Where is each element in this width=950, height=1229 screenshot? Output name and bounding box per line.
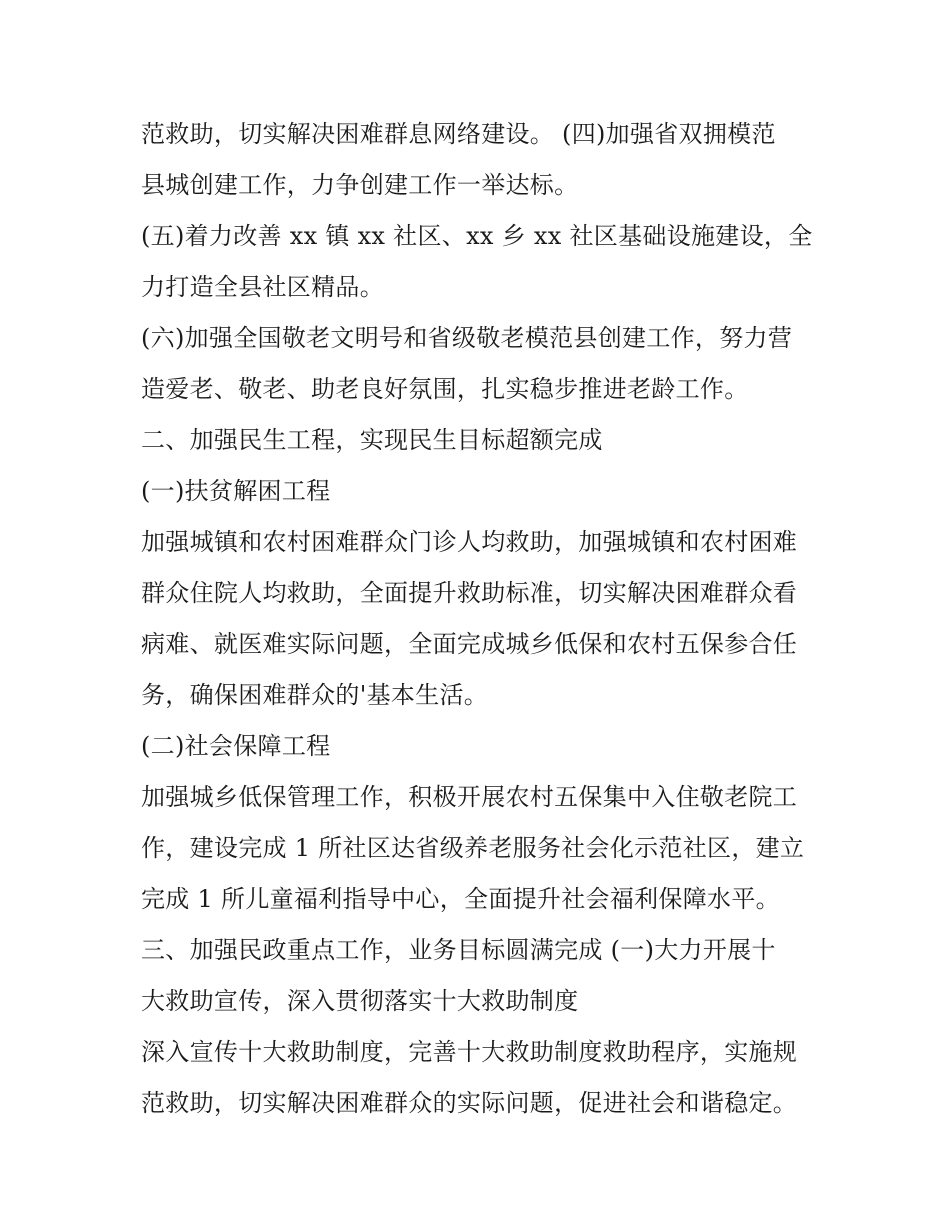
text-line: 深入宣传十大救助制度，完善十大救助制度救助程序，实施规 (141, 1038, 798, 1066)
text-line: 群众住院人均救助，全面提升救助标准，切实解决困难群众看 (141, 579, 798, 607)
subsection-heading: (二)社会保障工程 (141, 732, 331, 760)
text-line: 大救助宣传，深入贯彻落实十大救助制度 (141, 987, 579, 1015)
text-line: 县城创建工作，力争创建工作一举达标。 (141, 171, 579, 199)
text-line: 加强城镇和农村困难群众门诊人均救助，加强城镇和农村困难 (141, 528, 798, 556)
text-line: 作，建设完成 1 所社区达省级养老服务社会化示范社区，建立 (141, 834, 805, 862)
document-body (141, 109, 831, 1129)
text-line: 造爱老、敬老、助老良好氛围，扎实稳步推进老龄工作。 (141, 375, 749, 403)
text-line: 范救助，切实解决困难群息网络建设。 (四)加强省双拥模范 (141, 120, 776, 148)
text-line: 病难、就医难实际问题，全面完成城乡低保和农村五保参合任 (141, 630, 798, 658)
text-line: 务，确保困难群众的'基本生活。 (141, 681, 489, 709)
section-heading: 三、加强民政重点工作，业务目标圆满完成 (一)大力开展十 (141, 936, 776, 964)
text-line: 力打造全县社区精品。 (141, 273, 384, 301)
text-line: 范救助，切实解决困难群众的实际问题，促进社会和谐稳定。 (141, 1089, 798, 1117)
section-heading: 二、加强民生工程，实现民生目标超额完成 (141, 426, 603, 454)
text-line: (六)加强全国敬老文明号和省级敬老模范县创建工作，努力营 (141, 324, 793, 352)
text-line: 加强城乡低保管理工作，积极开展农村五保集中入住敬老院工 (141, 783, 798, 811)
text-line: 完成 1 所儿童福利指导中心，全面提升社会福利保障水平。 (141, 885, 780, 913)
subsection-heading: (一)扶贫解困工程 (141, 477, 331, 505)
text-line: (五)着力改善 xx 镇 xx 社区、xx 乡 xx 社区基础设施建设，全 (141, 222, 813, 250)
